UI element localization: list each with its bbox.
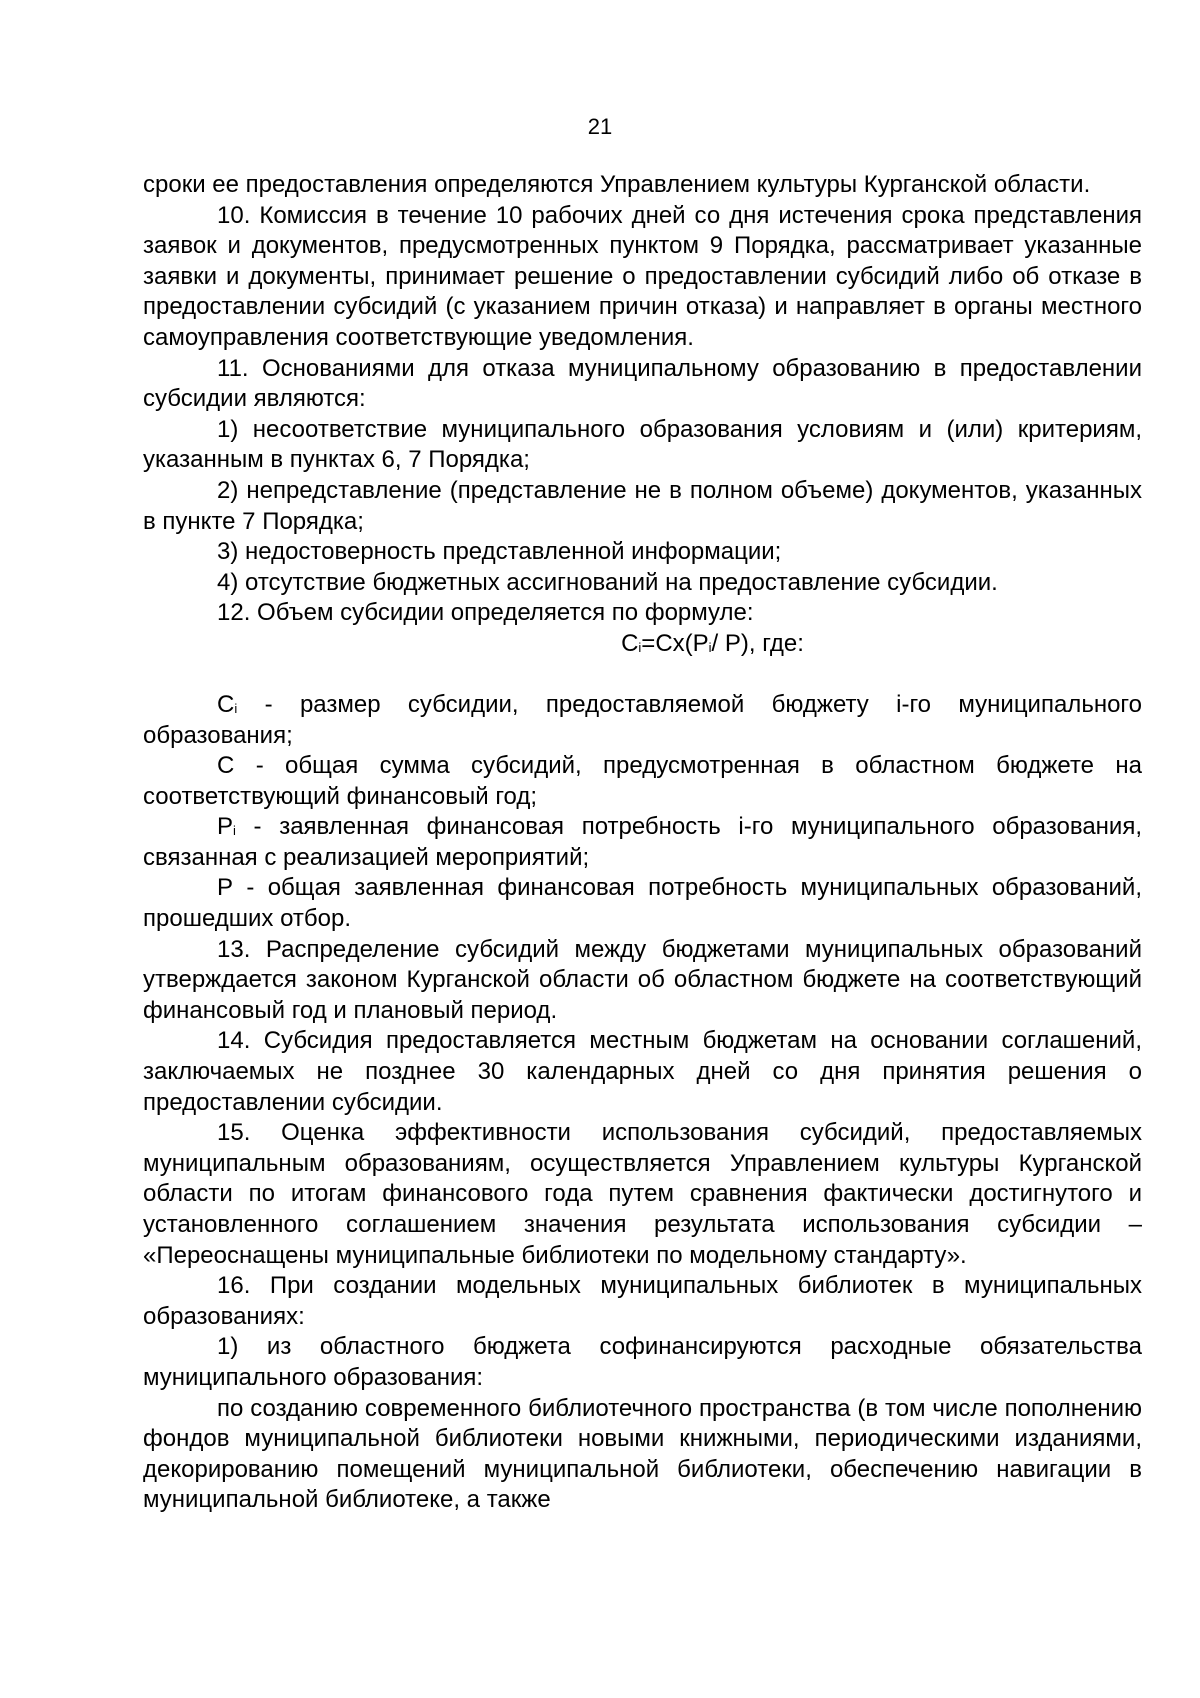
symbol-sub-i: i <box>234 700 238 716</box>
paragraph-16: 16. При создании модельных муниципальных библиотек в муниципальных образованиях: <box>143 1272 1142 1330</box>
document-body <box>143 170 1142 1516</box>
definition-c: С - общая сумма субсидий, предусмотренная в областном бюджете на соответствующий финансовый год; <box>143 752 1142 810</box>
paragraph-10: 10. Комиссия в течение 10 рабочих дней со дня истечения срока представления заявок и документов, предусмотренных пунктом 9 Порядка, рассматривает указанные заявки и документы, принимает решение о предоставлении субсидий либо об отказе в предоставлении субсидий (с указанием причин отказа) и направляет в органы местного самоуправления соответствующие уведомления. <box>143 201 1142 351</box>
page-number: 21 <box>587 114 613 139</box>
paragraph-16-item-1-text: по созданию современного библиотечного пространства (в том числе пополнению фондов муниципальной библиотеки новыми книжными, периодическими изданиями, декорированию помещений муниципальной библиотеки, обеспечению навигации в муниципальной библиотеке, а также <box>143 1394 1142 1514</box>
paragraph-15: 15. Оценка эффективности использования субсидий, предоставляемых муниципальным образованиям, осуществляется Управлением культуры Курганской области по итогам финансового года путем сравнения фактически достигнутого и установленного соглашением значения результата использования субсидии – «Переоснащены муниципальные библиотеки по модельному стандарту». <box>143 1119 1142 1269</box>
formula-lhs: С <box>621 629 639 657</box>
definition-pi-text: - заявленная финансовая потребность i-го муниципального образования, связанная с реализацией мероприятий; <box>143 813 1142 871</box>
paragraph-11-item-2: 2) непредставление (представление не в полном объеме) документов, указанных в пункте 7 Порядка; <box>143 476 1142 535</box>
paragraph-11-item-1: 1) несоответствие муниципального образования условиям и (или) критериям, указанным в пунктах 6, 7 Порядка; <box>143 415 1142 474</box>
paragraph-11-item-4: 4) отсутствие бюджетных ассигнований на предоставление субсидии. <box>217 568 998 596</box>
paragraph-16-item-1: 1) из областного бюджета софинансируются расходные обязательства муниципального образования: <box>143 1333 1142 1391</box>
symbol-p: Р <box>217 813 234 841</box>
formula-sub-i: i <box>638 639 642 655</box>
formula-tail: / Р), где: <box>711 629 804 657</box>
paragraph-13: 13. Распределение субсидий между бюджетами муниципальных образований утверждается законом Курганской области об областном бюджете на соответствующий финансовый год и плановый период. <box>143 935 1142 1024</box>
paragraph-continuation: сроки ее предоставления определяются Управлением культуры Курганской области. <box>143 171 1091 198</box>
symbol-sub-i-2: i <box>233 823 236 839</box>
symbol-c: С <box>217 690 235 718</box>
subsidy-formula <box>143 629 1142 690</box>
paragraph-11-item-3: 3) недостоверность представленной информации; <box>217 538 782 566</box>
definition-ci-text: - размер субсидии, предоставляемой бюджету i-го муниципального образования; <box>143 690 1142 749</box>
definition-p: Р - общая заявленная финансовая потребность муниципальных образований, прошедших отбор. <box>143 874 1142 933</box>
formula-sub-i-2: i <box>708 639 712 655</box>
paragraph-11: 11. Основаниями для отказа муниципальному образованию в предоставлении субсидии являются: <box>143 354 1142 413</box>
paragraph-14: 14. Субсидия предоставляется местным бюджетам на основании соглашений, заключаемых не позднее 30 календарных дней со дня принятия решения о предоставлении субсидии. <box>143 1027 1142 1116</box>
paragraph-12: 12. Объем субсидии определяется по формуле: <box>217 599 754 627</box>
definition-pi <box>143 812 1142 873</box>
formula-eq: =Сх(Р <box>641 629 709 657</box>
definition-ci <box>143 690 1142 751</box>
